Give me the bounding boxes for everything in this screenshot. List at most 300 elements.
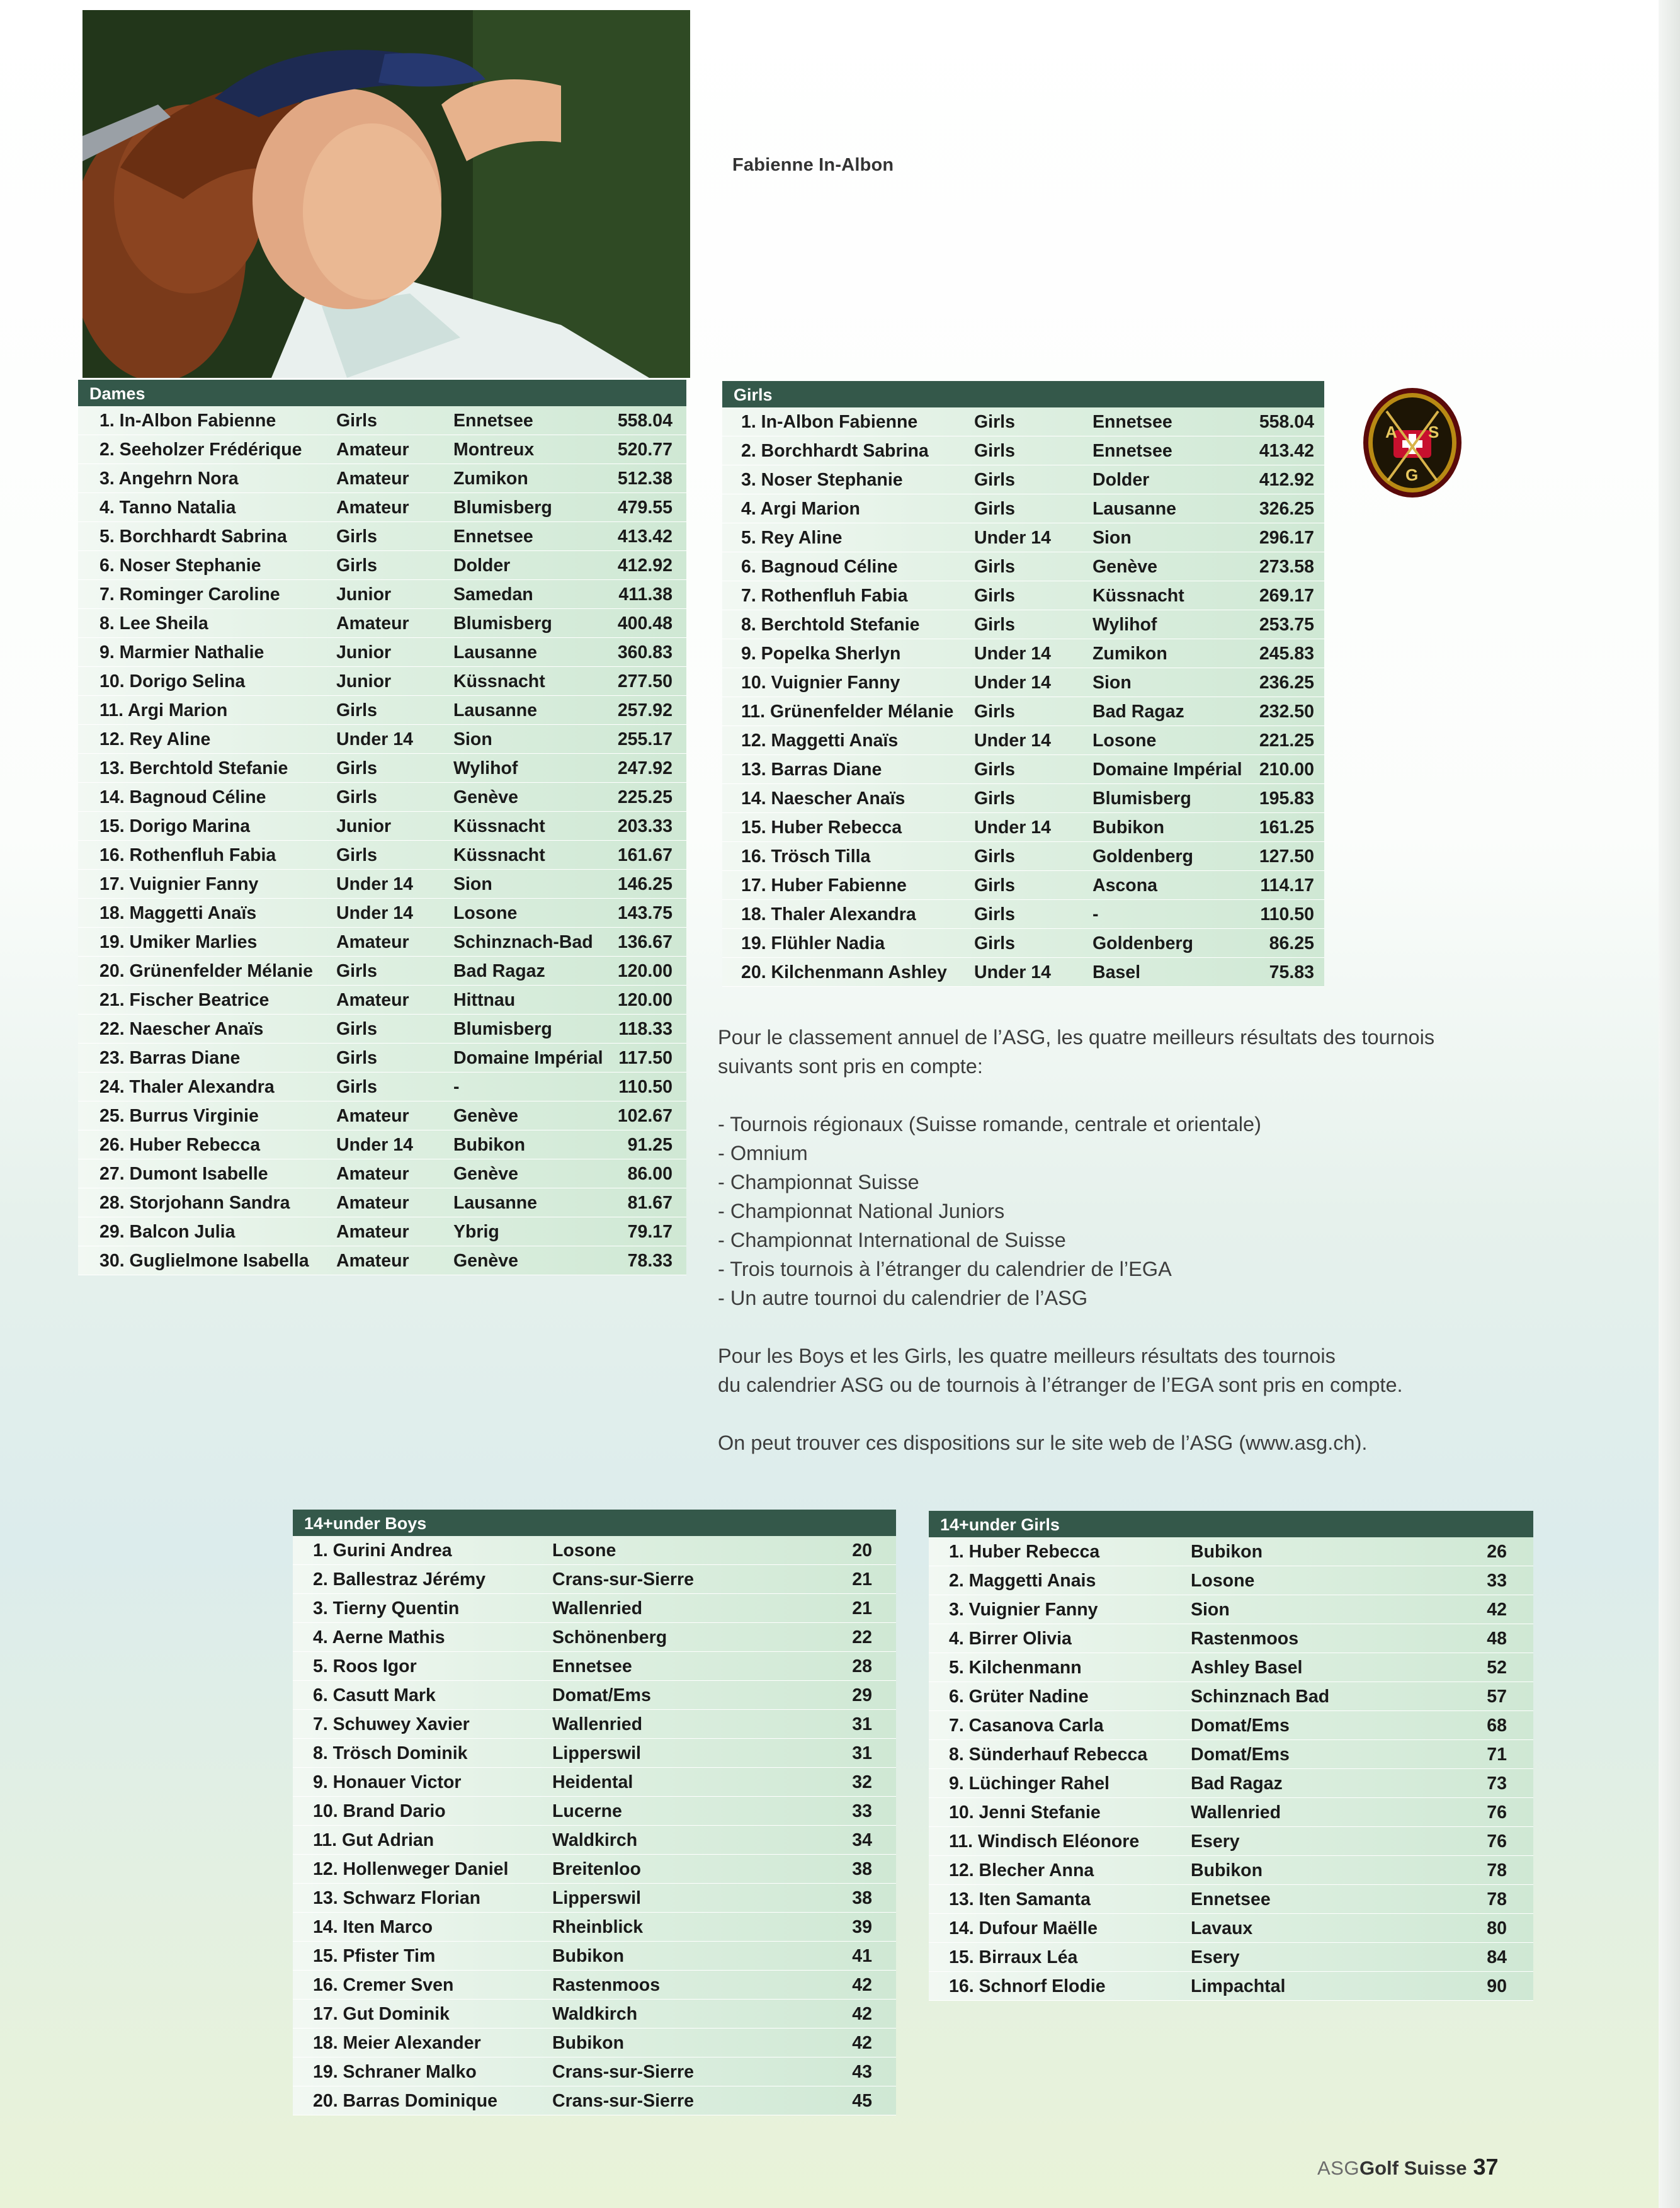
points: 110.50 bbox=[618, 1077, 673, 1097]
player-name: 6. Grüter Nadine bbox=[949, 1687, 1089, 1707]
points: 520.77 bbox=[617, 440, 673, 460]
table-row bbox=[293, 1884, 896, 1913]
club: Wallenried bbox=[1191, 1802, 1281, 1823]
category: Amateur bbox=[336, 469, 409, 489]
score: 73 bbox=[1487, 1773, 1507, 1794]
club: Limpachtal bbox=[1191, 1976, 1286, 1996]
club: Rheinblick bbox=[552, 1917, 644, 1937]
score: 90 bbox=[1487, 1976, 1507, 1996]
table-row bbox=[78, 1015, 686, 1044]
points: 512.38 bbox=[617, 469, 673, 489]
player-name: 18. Meier Alexander bbox=[313, 2033, 481, 2053]
category: Under 14 bbox=[336, 874, 413, 894]
club: Ennetsee bbox=[1191, 1889, 1271, 1909]
rules-item: - Championnat Suisse bbox=[718, 1171, 919, 1193]
score: 21 bbox=[852, 1598, 872, 1619]
club: Genève bbox=[1093, 557, 1157, 577]
logo-letter-s: S bbox=[1428, 423, 1439, 441]
club: Lausanne bbox=[453, 700, 538, 720]
table-row bbox=[78, 1159, 686, 1188]
points: 110.50 bbox=[1260, 904, 1314, 925]
score: 84 bbox=[1487, 1947, 1507, 1967]
player-name: 10. Dorigo Selina bbox=[99, 671, 246, 691]
player-name: 15. Birraux Léa bbox=[949, 1947, 1078, 1967]
player-name: 4. Tanno Natalia bbox=[99, 498, 236, 518]
points: 120.00 bbox=[617, 990, 673, 1010]
score: 42 bbox=[1487, 1600, 1507, 1620]
player-name: 10. Vuignier Fanny bbox=[741, 673, 900, 693]
club: Bubikon bbox=[1191, 1860, 1263, 1881]
player-name: 3. Noser Stephanie bbox=[741, 470, 903, 490]
category: Girls bbox=[336, 1077, 377, 1097]
points: 81.67 bbox=[627, 1193, 673, 1213]
player-name: 1. In-Albon Fabienne bbox=[741, 412, 918, 432]
player-name: 4. Argi Marion bbox=[741, 499, 860, 519]
table-row bbox=[722, 784, 1324, 813]
player-name: 17. Gut Dominik bbox=[313, 2004, 450, 2024]
points: 413.42 bbox=[617, 526, 673, 547]
score: 39 bbox=[852, 1917, 872, 1937]
category: Amateur bbox=[336, 1164, 409, 1184]
points: 558.04 bbox=[1259, 412, 1314, 432]
club: Küssnacht bbox=[1093, 586, 1184, 606]
category: Junior bbox=[336, 642, 392, 663]
score: 38 bbox=[852, 1859, 872, 1879]
category: Amateur bbox=[336, 1193, 409, 1213]
player-name: 9. Popelka Sherlyn bbox=[741, 644, 901, 664]
logo-letter-a: A bbox=[1385, 423, 1397, 441]
points: 277.50 bbox=[617, 671, 673, 691]
points: 161.25 bbox=[1259, 817, 1314, 838]
player-name: 19. Schraner Malko bbox=[313, 2062, 477, 2082]
player-name: 19. Umiker Marlies bbox=[99, 932, 258, 952]
player-name: 12. Rey Aline bbox=[99, 729, 211, 749]
club: Domaine Impérial bbox=[1093, 760, 1242, 780]
player-name: 13. Barras Diane bbox=[741, 760, 882, 780]
club: Esery bbox=[1191, 1947, 1240, 1967]
category: Girls bbox=[974, 557, 1015, 577]
table-row bbox=[929, 1856, 1533, 1885]
points: 326.25 bbox=[1259, 499, 1314, 519]
rules-item: - Omnium bbox=[718, 1142, 808, 1164]
category: Under 14 bbox=[974, 673, 1051, 693]
table-row bbox=[78, 812, 686, 841]
club: Domat/Ems bbox=[552, 1685, 651, 1705]
table-row bbox=[293, 2086, 896, 2115]
club: Basel bbox=[1093, 962, 1141, 982]
player-name: 2. Seeholzer Frédérique bbox=[99, 440, 302, 460]
score: 48 bbox=[1487, 1629, 1507, 1649]
player-name: 11. Gut Adrian bbox=[313, 1830, 434, 1850]
table-row bbox=[293, 2057, 896, 2086]
table-row bbox=[929, 1711, 1533, 1740]
rules-boys-girls-line1: Pour les Boys et les Girls, les quatre meilleurs résultats des tournois bbox=[718, 1345, 1336, 1367]
points: 273.58 bbox=[1259, 557, 1314, 577]
footer-brand-prefix: ASG bbox=[1317, 2157, 1359, 2179]
player-name: 20. Barras Dominique bbox=[313, 2091, 498, 2111]
player-name: 1. Gurini Andrea bbox=[313, 1540, 452, 1561]
category: Girls bbox=[974, 760, 1015, 780]
club: Genève bbox=[453, 1164, 518, 1184]
player-name: 3. Vuignier Fanny bbox=[949, 1600, 1098, 1620]
player-name: 19. Flühler Nadia bbox=[741, 933, 885, 953]
club: Sion bbox=[1191, 1600, 1230, 1620]
club: Crans-sur-Sierre bbox=[552, 2062, 694, 2082]
score: 32 bbox=[852, 1772, 872, 1792]
points: 296.17 bbox=[1259, 528, 1314, 548]
table-row bbox=[78, 1188, 686, 1217]
table-row bbox=[78, 783, 686, 812]
dames-ranking-table bbox=[78, 380, 686, 1275]
club: Rastenmoos bbox=[1191, 1629, 1299, 1649]
points: 78.33 bbox=[627, 1251, 673, 1271]
points: 117.50 bbox=[618, 1048, 673, 1068]
table-row bbox=[929, 1827, 1533, 1856]
score: 42 bbox=[852, 2004, 872, 2024]
table-row bbox=[722, 610, 1324, 639]
club: Genève bbox=[453, 787, 518, 807]
club: Wylihof bbox=[1093, 615, 1157, 635]
girls-14-under-table bbox=[929, 1511, 1533, 2001]
table-row bbox=[78, 928, 686, 957]
player-name: 17. Huber Fabienne bbox=[741, 875, 907, 896]
category: Under 14 bbox=[336, 1135, 413, 1155]
points: 75.83 bbox=[1269, 962, 1314, 982]
club: Crans-sur-Sierre bbox=[552, 1569, 694, 1590]
score: 28 bbox=[852, 1656, 872, 1676]
category: Girls bbox=[974, 788, 1015, 809]
club: Wylihof bbox=[453, 758, 518, 778]
player-name: 3. Angehrn Nora bbox=[99, 469, 239, 489]
category: Amateur bbox=[336, 440, 409, 460]
points: 412.92 bbox=[617, 555, 673, 576]
player-name: 23. Barras Diane bbox=[99, 1048, 241, 1068]
table-row bbox=[722, 842, 1324, 871]
player-name: 18. Maggetti Anaïs bbox=[99, 903, 257, 923]
player-name: 11. Grünenfelder Mélanie bbox=[741, 702, 954, 722]
points: 232.50 bbox=[1259, 702, 1314, 722]
score: 33 bbox=[1487, 1571, 1507, 1591]
table-row bbox=[293, 2029, 896, 2057]
category: Girls bbox=[974, 586, 1015, 606]
club: Bubikon bbox=[552, 1946, 624, 1966]
club: Ascona bbox=[1093, 875, 1157, 896]
points: 225.25 bbox=[617, 787, 673, 807]
table-row bbox=[722, 668, 1324, 697]
points: 360.83 bbox=[617, 642, 673, 663]
club: Schinznach-Bad bbox=[453, 932, 593, 952]
table-row bbox=[293, 1942, 896, 1971]
score: 42 bbox=[852, 1975, 872, 1995]
score: 21 bbox=[852, 1569, 872, 1590]
points: 127.50 bbox=[1259, 846, 1314, 867]
table-row bbox=[293, 1768, 896, 1797]
club: Ennetsee bbox=[453, 526, 533, 547]
rules-boys-girls-line2: du calendrier ASG ou de tournois à l’étranger de l’EGA sont pris en compte. bbox=[718, 1374, 1403, 1396]
club: Küssnacht bbox=[453, 845, 545, 865]
club: - bbox=[453, 1077, 460, 1097]
points: 412.92 bbox=[1259, 470, 1314, 490]
category: Amateur bbox=[336, 1106, 409, 1126]
player-name: 17. Vuignier Fanny bbox=[99, 874, 259, 894]
club: Losone bbox=[453, 903, 518, 923]
score: 52 bbox=[1487, 1658, 1507, 1678]
club: Schönenberg bbox=[552, 1627, 667, 1647]
club: Sion bbox=[453, 874, 492, 894]
points: 210.00 bbox=[1259, 760, 1314, 780]
club: Lucerne bbox=[552, 1801, 622, 1821]
player-name: 16. Trösch Tilla bbox=[741, 846, 871, 867]
points: 269.17 bbox=[1259, 586, 1314, 606]
category: Amateur bbox=[336, 932, 409, 952]
footer-brand-name: Golf Suisse bbox=[1359, 2157, 1467, 2179]
category: Junior bbox=[336, 584, 392, 605]
club: Zumikon bbox=[1093, 644, 1167, 664]
ranking-rules-text bbox=[718, 1023, 1574, 1457]
points: 143.75 bbox=[617, 903, 673, 923]
table-row bbox=[78, 986, 686, 1015]
club: Losone bbox=[1093, 731, 1157, 751]
player-name: 6. Bagnoud Céline bbox=[741, 557, 898, 577]
club: Blumisberg bbox=[453, 1019, 552, 1039]
category: Under 14 bbox=[974, 528, 1051, 548]
table-row bbox=[293, 1797, 896, 1826]
table-row bbox=[78, 493, 686, 522]
player-name: 4. Aerne Mathis bbox=[313, 1627, 445, 1647]
score: 80 bbox=[1487, 1918, 1507, 1938]
points: 413.42 bbox=[1259, 441, 1314, 461]
score: 38 bbox=[852, 1888, 872, 1908]
player-name: 2. Borchhardt Sabrina bbox=[741, 441, 929, 461]
rules-item: - Championnat International de Suisse bbox=[718, 1229, 1066, 1251]
player-name: 24. Thaler Alexandra bbox=[99, 1077, 275, 1097]
club: Ybrig bbox=[453, 1222, 499, 1242]
table-row bbox=[722, 465, 1324, 494]
player-name: 29. Balcon Julia bbox=[99, 1222, 236, 1242]
player-name: 12. Blecher Anna bbox=[949, 1860, 1094, 1881]
category: Under 14 bbox=[974, 644, 1051, 664]
club: Goldenberg bbox=[1093, 846, 1193, 867]
category: Girls bbox=[336, 758, 377, 778]
category: Amateur bbox=[336, 1251, 409, 1271]
rules-item: - Championnat National Juniors bbox=[718, 1200, 1005, 1222]
table-row bbox=[78, 1217, 686, 1246]
category: Under 14 bbox=[974, 962, 1051, 982]
table-row bbox=[293, 1913, 896, 1942]
table-row bbox=[78, 580, 686, 609]
category: Girls bbox=[974, 499, 1015, 519]
table-row bbox=[929, 1885, 1533, 1914]
player-name: 7. Schuwey Xavier bbox=[313, 1714, 470, 1734]
club: Ashley Basel bbox=[1191, 1658, 1303, 1678]
score: 57 bbox=[1487, 1687, 1507, 1707]
club: Dolder bbox=[1093, 470, 1150, 490]
score: 33 bbox=[852, 1801, 872, 1821]
table-row bbox=[929, 1740, 1533, 1769]
table-row bbox=[722, 436, 1324, 465]
club: Ennetsee bbox=[453, 411, 533, 431]
asg-logo bbox=[1361, 386, 1463, 499]
score: 76 bbox=[1487, 1831, 1507, 1852]
club: Genève bbox=[453, 1106, 518, 1126]
points: 253.75 bbox=[1259, 615, 1314, 635]
player-name: 12. Maggetti Anaïs bbox=[741, 731, 899, 751]
player-name: 9. Honauer Victor bbox=[313, 1772, 462, 1792]
table-row bbox=[722, 929, 1324, 958]
table-row bbox=[293, 1594, 896, 1623]
rules-item: - Un autre tournoi du calendrier de l’ASG bbox=[718, 1287, 1088, 1309]
player-name: 30. Guglielmone Isabella bbox=[99, 1251, 309, 1271]
category: Junior bbox=[336, 816, 392, 836]
club: Blumisberg bbox=[453, 613, 552, 634]
player-name: 13. Schwarz Florian bbox=[313, 1888, 481, 1908]
club: Sion bbox=[453, 729, 492, 749]
player-name: 22. Naescher Anaïs bbox=[99, 1019, 264, 1039]
points: 102.67 bbox=[617, 1106, 673, 1126]
score: 31 bbox=[852, 1743, 872, 1763]
score: 22 bbox=[852, 1627, 872, 1647]
table-row bbox=[78, 696, 686, 725]
player-name: 4. Birrer Olivia bbox=[949, 1629, 1072, 1649]
table-row bbox=[78, 1130, 686, 1159]
table-row bbox=[78, 1073, 686, 1101]
club: Wallenried bbox=[552, 1598, 643, 1619]
club: Bubikon bbox=[1093, 817, 1164, 838]
club: Breitenloo bbox=[552, 1859, 641, 1879]
points: 479.55 bbox=[617, 498, 673, 518]
table-row bbox=[722, 871, 1324, 900]
table-row bbox=[722, 726, 1324, 755]
player-name: 3. Tierny Quentin bbox=[313, 1598, 460, 1619]
points: 558.04 bbox=[617, 411, 673, 431]
score: 43 bbox=[852, 2062, 872, 2082]
points: 247.92 bbox=[617, 758, 673, 778]
category: Girls bbox=[974, 470, 1015, 490]
score: 31 bbox=[852, 1714, 872, 1734]
points: 255.17 bbox=[617, 729, 673, 749]
table-row bbox=[78, 609, 686, 638]
club: Waldkirch bbox=[552, 1830, 638, 1850]
table-row bbox=[929, 1769, 1533, 1798]
rules-intro-line2: suivants sont pris en compte: bbox=[718, 1055, 983, 1078]
club: Bad Ragaz bbox=[1093, 702, 1184, 722]
category: Junior bbox=[336, 671, 392, 691]
player-name: 5. Roos Igor bbox=[313, 1656, 417, 1676]
table-row bbox=[293, 1565, 896, 1594]
logo-letter-g: G bbox=[1405, 465, 1419, 484]
player-name: 14. Bagnoud Céline bbox=[99, 787, 266, 807]
table-row bbox=[722, 581, 1324, 610]
table-row bbox=[293, 1826, 896, 1855]
table-row bbox=[78, 754, 686, 783]
points: 86.25 bbox=[1269, 933, 1314, 953]
player-name: 18. Thaler Alexandra bbox=[741, 904, 916, 925]
club: Lausanne bbox=[453, 642, 538, 663]
club: Blumisberg bbox=[453, 498, 552, 518]
points: 203.33 bbox=[617, 816, 673, 836]
points: 245.83 bbox=[1259, 644, 1314, 664]
club: Losone bbox=[1191, 1571, 1255, 1591]
player-name: 7. Rominger Caroline bbox=[99, 584, 280, 605]
club: Zumikon bbox=[453, 469, 528, 489]
score: 20 bbox=[852, 1540, 872, 1561]
club: Bubikon bbox=[552, 2033, 624, 2053]
table-row bbox=[78, 464, 686, 493]
player-name: 13. Iten Samanta bbox=[949, 1889, 1091, 1909]
girls-14-under-header: 14+under Girls bbox=[929, 1511, 1533, 1537]
club: Esery bbox=[1191, 1831, 1240, 1852]
category: Girls bbox=[974, 441, 1015, 461]
table-row bbox=[722, 755, 1324, 784]
table-row bbox=[78, 870, 686, 899]
category: Girls bbox=[336, 526, 377, 547]
score: 78 bbox=[1487, 1860, 1507, 1881]
club: Domaine Impérial bbox=[453, 1048, 603, 1068]
table-row bbox=[293, 1855, 896, 1884]
player-name: 25. Burrus Virginie bbox=[99, 1106, 259, 1126]
club: Bad Ragaz bbox=[1191, 1773, 1283, 1794]
club: Lipperswil bbox=[552, 1743, 641, 1763]
player-name: 15. Dorigo Marina bbox=[99, 816, 251, 836]
table-row bbox=[722, 552, 1324, 581]
boys-14-under-header: 14+under Boys bbox=[293, 1510, 896, 1536]
player-name: 16. Cremer Sven bbox=[313, 1975, 454, 1995]
points: 86.00 bbox=[627, 1164, 673, 1184]
club: Goldenberg bbox=[1093, 933, 1193, 953]
table-row bbox=[78, 406, 686, 435]
player-name: 8. Trösch Dominik bbox=[313, 1743, 468, 1763]
score: 78 bbox=[1487, 1889, 1507, 1909]
table-row bbox=[78, 1044, 686, 1073]
points: 79.17 bbox=[627, 1222, 673, 1242]
table-row bbox=[929, 1972, 1533, 2001]
table-row bbox=[722, 639, 1324, 668]
player-name: 5. Rey Aline bbox=[741, 528, 843, 548]
club: Montreux bbox=[453, 440, 535, 460]
club: Küssnacht bbox=[453, 671, 545, 691]
category: Girls bbox=[974, 933, 1015, 953]
table-row bbox=[78, 957, 686, 986]
girls-ranking-table bbox=[722, 381, 1324, 987]
player-name: 9. Lüchinger Rahel bbox=[949, 1773, 1110, 1794]
table-row bbox=[929, 1653, 1533, 1682]
player-name: 13. Berchtold Stefanie bbox=[99, 758, 288, 778]
points: 400.48 bbox=[617, 613, 673, 634]
table-row bbox=[722, 697, 1324, 726]
category: Girls bbox=[974, 615, 1015, 635]
category: Girls bbox=[336, 411, 377, 431]
category: Girls bbox=[974, 846, 1015, 867]
player-name: 2. Ballestraz Jérémy bbox=[313, 1569, 486, 1590]
category: Under 14 bbox=[336, 729, 413, 749]
table-row bbox=[293, 2000, 896, 2029]
golfer-photo bbox=[82, 10, 690, 378]
score: 26 bbox=[1487, 1542, 1507, 1562]
score: 42 bbox=[852, 2033, 872, 2053]
table-row bbox=[722, 494, 1324, 523]
table-row bbox=[929, 1943, 1533, 1972]
category: Under 14 bbox=[336, 903, 413, 923]
category: Under 14 bbox=[974, 817, 1051, 838]
player-name: 11. Argi Marion bbox=[99, 700, 228, 720]
category: Girls bbox=[336, 1019, 377, 1039]
points: 236.25 bbox=[1259, 673, 1314, 693]
player-name: 7. Casanova Carla bbox=[949, 1716, 1104, 1736]
table-row bbox=[78, 1101, 686, 1130]
club: Bubikon bbox=[453, 1135, 525, 1155]
category: Girls bbox=[336, 787, 377, 807]
player-name: 5. Kilchenmann bbox=[949, 1658, 1082, 1678]
